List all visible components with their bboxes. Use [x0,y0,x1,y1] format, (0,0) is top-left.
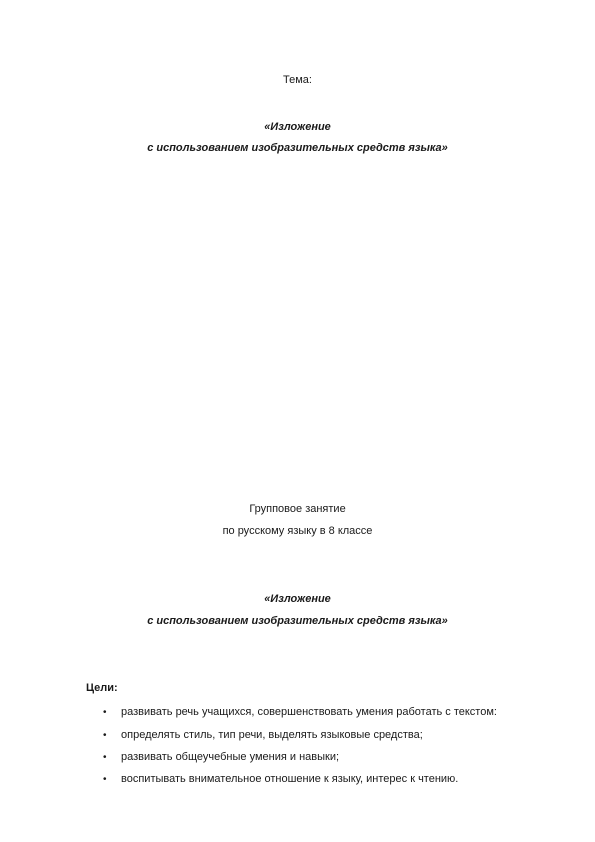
goal-item [103,705,497,720]
topic-title-line-1: «Изложение [264,121,331,133]
lesson-title-line-2: с использованием изобразительных средств языка» [147,615,448,627]
topic-title-line-2: с использованием изобразительных средств языка» [147,142,448,154]
bullet-icon: • [103,730,107,741]
goal-text: воспитывать внимательное отношение к языку, интерес к чтению. [121,773,459,785]
goal-text: развивать общеучебные умения и навыки; [121,751,340,763]
goal-text: развивать речь учащихся, совершенствовать умения работать с текстом: [121,706,497,718]
goal-item [103,728,423,743]
lesson-type: Групповое занятие [249,503,346,515]
bullet-icon: • [103,774,107,785]
goal-item [103,750,339,765]
bullet-icon: • [103,752,107,763]
goal-text: определять стиль, тип речи, выделять языковые средства; [121,729,423,741]
lesson-title-line-1: «Изложение [264,593,331,605]
goal-item [103,772,458,787]
goals-heading: Цели: [86,682,118,694]
lesson-subject: по русскому языку в 8 классе [222,525,373,537]
bullet-icon: • [103,707,107,718]
topic-label: Тема: [283,74,312,86]
